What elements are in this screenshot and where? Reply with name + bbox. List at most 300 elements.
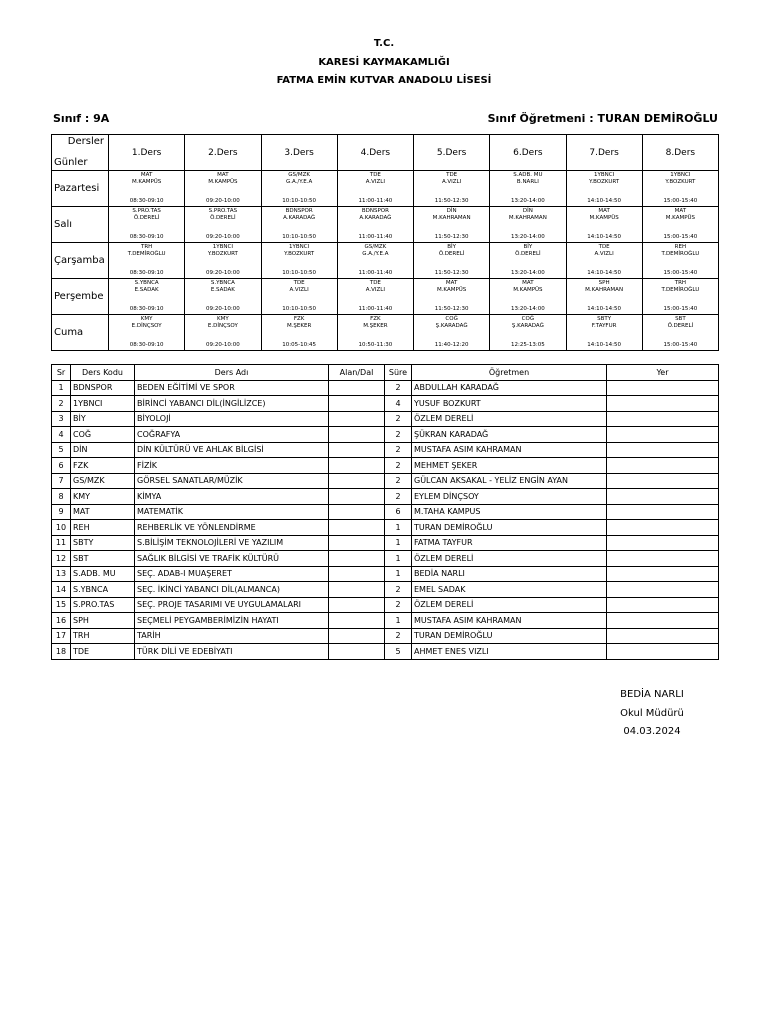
course-sr: 13 <box>52 566 71 582</box>
lesson-time: 09:20-10:00 <box>206 234 240 240</box>
course-code: SPH <box>71 613 135 629</box>
course-sr: 16 <box>52 613 71 629</box>
course-sr: 9 <box>52 504 71 520</box>
course-code: TDE <box>71 644 135 660</box>
class-label: Sınıf : 9A <box>53 112 110 125</box>
course-duration: 2 <box>385 442 412 458</box>
period-header: 2.Ders <box>185 135 261 171</box>
course-duration: 1 <box>385 520 412 536</box>
lesson-slot <box>109 315 185 351</box>
course-sr: 3 <box>52 411 71 427</box>
course-name: BİYOLOJİ <box>135 411 329 427</box>
lesson-teacher: A.VIZLI <box>365 179 385 185</box>
course-duration: 2 <box>385 628 412 644</box>
lesson-teacher: M.KAMPÜS <box>513 287 543 293</box>
lesson-teacher: M.ŞEKER <box>363 323 388 329</box>
lesson-code: TRH <box>140 244 153 250</box>
day-name: Çarşamba <box>52 243 109 279</box>
lesson-time: 11:40-12:20 <box>434 342 469 348</box>
schedule-day-row <box>52 279 719 315</box>
course-duration: 2 <box>385 427 412 443</box>
table-row <box>52 411 719 427</box>
lesson-teacher: T.DEMİROĞLU <box>661 287 700 293</box>
table-row <box>52 458 719 474</box>
course-name: TÜRK DİLİ VE EDEBİYATI <box>135 644 329 660</box>
lesson-slot <box>185 207 261 243</box>
lesson-slot <box>490 207 566 243</box>
course-name: FİZİK <box>135 458 329 474</box>
lesson-time: 08:30-09:10 <box>129 234 164 240</box>
lesson-time: 11:50-12:30 <box>434 198 469 204</box>
lesson-teacher: Ö.DERELİ <box>438 251 465 257</box>
course-field <box>329 380 385 396</box>
lesson-teacher: M.KAHRAMAN <box>508 215 547 221</box>
lesson-slot <box>566 315 642 351</box>
course-name: DİN KÜLTÜRÜ VE AHLAK BİLGİSİ <box>135 442 329 458</box>
schedule-day-row <box>52 243 719 279</box>
course-field <box>329 566 385 582</box>
period-header: 1.Ders <box>109 135 185 171</box>
lesson-slot <box>566 279 642 315</box>
signature-date: 04.03.2024 <box>623 726 681 737</box>
lesson-teacher: F.TAYFUR <box>591 323 617 329</box>
course-duration: 5 <box>385 644 412 660</box>
lesson-time: 10:10-10:50 <box>282 306 316 312</box>
lesson-code: BDNSPOR <box>361 208 389 214</box>
lesson-slot <box>642 171 718 207</box>
period-header: 6.Ders <box>490 135 566 171</box>
lesson-slot <box>109 171 185 207</box>
lesson-code: MAT <box>674 208 687 214</box>
lesson-code: TDE <box>598 244 610 250</box>
course-field <box>329 504 385 520</box>
lesson-slot <box>109 279 185 315</box>
lesson-slot <box>337 171 413 207</box>
course-name: GÖRSEL SANATLAR/MÜZİK <box>135 473 329 489</box>
lesson-code: BİY <box>523 244 533 250</box>
course-field <box>329 613 385 629</box>
course-code: SBT <box>71 551 135 567</box>
lesson-time: 15:00-15:40 <box>663 306 698 312</box>
lesson-code: 1YBNCI <box>594 172 615 178</box>
lesson-teacher: Ö.DERELİ <box>515 251 541 257</box>
course-duration: 6 <box>385 504 412 520</box>
course-field <box>329 489 385 505</box>
course-teacher: YUSUF BOZKURT <box>412 396 607 412</box>
period-header: 4.Ders <box>337 135 413 171</box>
lesson-time: 11:00-11:40 <box>358 270 393 276</box>
lesson-teacher: E.DİNÇSOY <box>207 323 238 329</box>
table-row <box>52 566 719 582</box>
lesson-code: MAT <box>217 172 229 178</box>
lesson-code: MAT <box>522 280 534 286</box>
lesson-time: 15:00-15:40 <box>663 270 698 276</box>
lesson-teacher: A.VIZLI <box>365 287 385 293</box>
course-duration: 2 <box>385 458 412 474</box>
course-code: KMY <box>71 489 135 505</box>
lesson-code: REH <box>674 244 687 250</box>
course-teacher: M.TAHA KAMPUS <box>412 504 607 520</box>
lesson-time: 13:20-14:00 <box>511 270 545 276</box>
course-name: BİRİNCİ YABANCI DİL(İNGİLİZCE) <box>135 396 329 412</box>
lesson-code: DİN <box>522 208 533 214</box>
course-name: TARİH <box>135 628 329 644</box>
lesson-time: 10:50-11:30 <box>358 342 393 348</box>
course-place <box>607 644 719 660</box>
course-field <box>329 597 385 613</box>
course-sr: 14 <box>52 582 71 598</box>
course-teacher: ÖZLEM DERELİ <box>412 411 607 427</box>
table-row <box>52 473 719 489</box>
course-name: S.BİLİŞİM TEKNOLOJİLERİ VE YAZILIM <box>135 535 329 551</box>
course-place <box>607 566 719 582</box>
lesson-slot <box>414 171 490 207</box>
lesson-teacher: G.A./Y.E.A <box>362 251 389 257</box>
lesson-teacher: T.DEMİROĞLU <box>661 251 700 257</box>
weekly-schedule-table <box>51 134 719 351</box>
lesson-code: TDE <box>446 172 458 178</box>
course-field <box>329 473 385 489</box>
lesson-teacher: Y.BOZKURT <box>589 179 620 185</box>
lesson-time: 11:00-11:40 <box>358 198 393 204</box>
table-row <box>52 628 719 644</box>
lesson-teacher: M.KAMPÜS <box>589 215 619 221</box>
lesson-code: TDE <box>369 280 381 286</box>
lesson-time: 09:20-10:00 <box>206 270 240 276</box>
course-place <box>607 535 719 551</box>
lesson-slot <box>337 279 413 315</box>
course-field <box>329 458 385 474</box>
lesson-code: BİY <box>447 244 456 250</box>
course-sr: 6 <box>52 458 71 474</box>
lesson-slot <box>566 243 642 279</box>
lesson-time: 11:00-11:40 <box>358 234 393 240</box>
lesson-slot <box>642 243 718 279</box>
course-place <box>607 473 719 489</box>
course-code: S.PRO.TAS <box>71 597 135 613</box>
course-name: SEÇ. PROJE TASARIMI VE UYGULAMALARI <box>135 597 329 613</box>
lesson-slot <box>566 171 642 207</box>
day-name: Salı <box>52 207 109 243</box>
course-teacher: MUSTAFA ASIM KAHRAMAN <box>412 442 607 458</box>
lesson-teacher: A.VIZLI <box>289 287 309 293</box>
header-line-2: KARESİ KAYMAKAMLIĞI <box>318 57 450 68</box>
course-field <box>329 396 385 412</box>
course-place <box>607 628 719 644</box>
course-teacher: TURAN DEMİROĞLU <box>412 520 607 536</box>
lesson-slot <box>642 279 718 315</box>
lesson-code: GS/MZK <box>364 244 387 250</box>
lesson-code: S.YBNCA <box>210 280 235 286</box>
table-row <box>52 551 719 567</box>
lesson-slot <box>261 243 337 279</box>
course-list-table <box>51 364 719 660</box>
lesson-teacher: G.A./Y.E.A <box>285 179 313 185</box>
course-place <box>607 427 719 443</box>
course-teacher: MEHMET ŞEKER <box>412 458 607 474</box>
lesson-code: MAT <box>598 208 610 214</box>
course-name: REHBERLİK VE YÖNLENDİRME <box>135 520 329 536</box>
lesson-time: 08:30-09:10 <box>129 198 164 204</box>
course-duration: 2 <box>385 597 412 613</box>
course-teacher: GÜLCAN AKSAKAL - YELİZ ENGİN AYAN <box>412 473 607 489</box>
lesson-slot <box>337 243 413 279</box>
course-code: MAT <box>71 504 135 520</box>
lesson-teacher: M.KAMPÜS <box>208 179 238 185</box>
lesson-teacher: M.KAHRAMAN <box>432 215 471 221</box>
corner-label-days: Günler <box>54 157 88 168</box>
course-teacher: ŞÜKRAN KARADAĞ <box>412 427 607 443</box>
course-field <box>329 644 385 660</box>
lesson-slot <box>185 243 261 279</box>
schedule-day-row <box>52 315 719 351</box>
course-code: SBTY <box>71 535 135 551</box>
lesson-code: DİN <box>446 208 457 214</box>
lesson-slot <box>261 279 337 315</box>
course-field <box>329 535 385 551</box>
lesson-slot <box>566 207 642 243</box>
course-code: BDNSPOR <box>71 380 135 396</box>
course-code: COĞ <box>71 427 135 443</box>
course-name: SEÇ. ADAB-I MUAŞERET <box>135 566 329 582</box>
lesson-teacher: Y.BOZKURT <box>207 251 238 257</box>
course-place <box>607 442 719 458</box>
lesson-teacher: T.DEMİROĞLU <box>127 251 166 257</box>
lesson-code: SPH <box>598 280 610 286</box>
lesson-teacher: Ş.KARADAĞ <box>511 323 544 329</box>
course-duration: 2 <box>385 489 412 505</box>
lesson-teacher: Y.BOZKURT <box>665 179 696 185</box>
course-place <box>607 396 719 412</box>
lesson-teacher: M.KAHRAMAN <box>585 287 624 293</box>
table-row <box>52 396 719 412</box>
course-place <box>607 489 719 505</box>
schedule-corner-cell <box>52 135 109 171</box>
course-teacher: EMEL SADAK <box>412 582 607 598</box>
lesson-teacher: M.KAMPÜS <box>436 287 467 293</box>
course-field <box>329 628 385 644</box>
lesson-time: 14:10-14:50 <box>587 306 621 312</box>
lesson-teacher: Ö.DERELİ <box>667 323 694 329</box>
lesson-time: 10:05-10:45 <box>282 342 316 348</box>
lesson-time: 09:20-10:00 <box>206 306 240 312</box>
lesson-teacher: E.DİNÇSOY <box>131 323 162 329</box>
course-place <box>607 520 719 536</box>
lesson-slot <box>490 243 566 279</box>
lesson-time: 11:00-11:40 <box>358 306 393 312</box>
course-header-row <box>52 365 719 381</box>
course-sr: 17 <box>52 628 71 644</box>
lesson-slot <box>642 315 718 351</box>
lesson-teacher: E.SADAK <box>210 287 235 293</box>
course-teacher: AHMET ENES VIZLI <box>412 644 607 660</box>
course-place <box>607 380 719 396</box>
lesson-time: 13:20-14:00 <box>511 306 545 312</box>
course-code: DİN <box>71 442 135 458</box>
lesson-slot <box>109 243 185 279</box>
day-name: Pazartesi <box>52 171 109 207</box>
lesson-code: MAT <box>140 172 153 178</box>
lesson-code: S.ADB. MU <box>513 172 543 178</box>
lesson-code: SBTY <box>597 316 612 322</box>
course-duration: 4 <box>385 396 412 412</box>
course-code: GS/MZK <box>71 473 135 489</box>
table-row <box>52 644 719 660</box>
lesson-time: 10:10-10:50 <box>282 234 316 240</box>
course-code: FZK <box>71 458 135 474</box>
table-row <box>52 535 719 551</box>
course-code: BİY <box>71 411 135 427</box>
lesson-code: KMY <box>140 316 153 322</box>
lesson-slot <box>109 207 185 243</box>
lesson-time: 11:50-12:30 <box>434 306 469 312</box>
course-field <box>329 520 385 536</box>
course-name: COĞRAFYA <box>135 427 329 443</box>
lesson-teacher: B.NARLI <box>516 179 539 185</box>
lesson-code: BDNSPOR <box>285 208 313 214</box>
lesson-teacher: A.KARADAĞ <box>283 215 316 221</box>
lesson-code: TRH <box>674 280 687 286</box>
course-code: 1YBNCI <box>71 396 135 412</box>
lesson-slot <box>414 243 490 279</box>
course-field <box>329 411 385 427</box>
course-place <box>607 458 719 474</box>
lesson-slot <box>642 207 718 243</box>
course-place <box>607 411 719 427</box>
course-name: SAĞLIK BİLGİSİ VE TRAFİK KÜLTÜRÜ <box>135 551 329 567</box>
table-row <box>52 380 719 396</box>
lesson-slot <box>490 171 566 207</box>
lesson-teacher: A.KARADAĞ <box>359 215 392 221</box>
lesson-time: 14:10-14:50 <box>587 270 621 276</box>
table-row <box>52 597 719 613</box>
course-duration: 1 <box>385 613 412 629</box>
course-sr: 12 <box>52 551 71 567</box>
day-name: Cuma <box>52 315 109 351</box>
course-code: S.ADB. MU <box>71 566 135 582</box>
course-place <box>607 597 719 613</box>
lesson-time: 15:00-15:40 <box>663 342 698 348</box>
lesson-time: 11:50-12:30 <box>434 270 469 276</box>
course-sr: 18 <box>52 644 71 660</box>
col-header-field: Alan/Dal <box>329 365 385 381</box>
schedule-body <box>52 171 719 351</box>
lesson-slot <box>337 315 413 351</box>
course-sr: 4 <box>52 427 71 443</box>
course-teacher: BEDİA NARLI <box>412 566 607 582</box>
course-name: SEÇ. İKİNCİ YABANCI DİL(ALMANCA) <box>135 582 329 598</box>
course-duration: 2 <box>385 582 412 598</box>
table-row <box>52 427 719 443</box>
lesson-teacher: M.ŞEKER <box>286 323 312 329</box>
lesson-time: 14:10-14:50 <box>587 234 621 240</box>
col-header-name: Ders Adı <box>135 365 329 381</box>
course-place <box>607 613 719 629</box>
course-place <box>607 551 719 567</box>
course-sr: 7 <box>52 473 71 489</box>
course-field <box>329 582 385 598</box>
course-name: KİMYA <box>135 489 329 505</box>
lesson-time: 12:25-13:05 <box>511 342 545 348</box>
course-duration: 2 <box>385 411 412 427</box>
lesson-code: FZK <box>293 316 305 322</box>
lesson-teacher: Ş.KARADAĞ <box>435 323 468 329</box>
course-teacher: EYLEM DİNÇSOY <box>412 489 607 505</box>
course-duration: 1 <box>385 551 412 567</box>
course-sr: 11 <box>52 535 71 551</box>
col-header-sr: Sr <box>52 365 71 381</box>
course-name: SEÇMELİ PEYGAMBERİMİZİN HAYATI <box>135 613 329 629</box>
lesson-time: 11:50-12:30 <box>434 234 469 240</box>
lesson-code: KMY <box>217 316 229 322</box>
course-duration: 1 <box>385 566 412 582</box>
signature-title: Okul Müdürü <box>620 708 684 719</box>
table-row <box>52 489 719 505</box>
period-header: 7.Ders <box>566 135 642 171</box>
lesson-code: MAT <box>445 280 458 286</box>
course-sr: 5 <box>52 442 71 458</box>
lesson-slot <box>490 315 566 351</box>
lesson-time: 13:20-14:00 <box>511 198 545 204</box>
course-duration: 1 <box>385 535 412 551</box>
class-teacher-label: Sınıf Öğretmeni : TURAN DEMİROĞLU <box>487 112 718 125</box>
course-place <box>607 582 719 598</box>
lesson-time: 15:00-15:40 <box>663 198 698 204</box>
lesson-code: SBT <box>675 316 686 322</box>
course-teacher: ÖZLEM DERELİ <box>412 551 607 567</box>
lesson-time: 08:30-09:10 <box>129 342 164 348</box>
lesson-teacher: M.KAMPÜS <box>665 215 696 221</box>
lesson-time: 08:30-09:10 <box>129 270 164 276</box>
lesson-code: TDE <box>369 172 381 178</box>
course-teacher: ÖZLEM DERELİ <box>412 597 607 613</box>
lesson-code: TDE <box>293 280 305 286</box>
lesson-slot <box>414 279 490 315</box>
lesson-slot <box>261 171 337 207</box>
lesson-teacher: E.SADAK <box>134 287 159 293</box>
schedule-header-row <box>52 135 719 171</box>
lesson-slot <box>490 279 566 315</box>
course-sr: 15 <box>52 597 71 613</box>
period-header: 5.Ders <box>414 135 490 171</box>
lesson-slot <box>414 207 490 243</box>
lesson-teacher: Ö.DERELİ <box>133 215 160 221</box>
lesson-slot <box>185 279 261 315</box>
lesson-code: 1YBNCI <box>289 244 310 250</box>
lesson-code: COĞ <box>521 316 535 322</box>
course-code: S.YBNCA <box>71 582 135 598</box>
course-field <box>329 442 385 458</box>
lesson-time: 08:30-09:10 <box>129 306 164 312</box>
course-sr: 8 <box>52 489 71 505</box>
lesson-slot <box>261 315 337 351</box>
lesson-time: 10:10-10:50 <box>282 198 316 204</box>
table-row <box>52 613 719 629</box>
table-row <box>52 504 719 520</box>
lesson-slot <box>414 315 490 351</box>
schedule-day-row <box>52 171 719 207</box>
lesson-time: 14:10-14:50 <box>587 342 621 348</box>
course-teacher: MUSTAFA ASIM KAHRAMAN <box>412 613 607 629</box>
lesson-code: 1YBNCI <box>212 244 233 250</box>
lesson-teacher: A.VIZLI <box>441 179 462 185</box>
table-row <box>52 442 719 458</box>
lesson-code: S.PRO.TAS <box>132 208 161 214</box>
lesson-slot <box>261 207 337 243</box>
col-header-place: Yer <box>607 365 719 381</box>
course-field <box>329 551 385 567</box>
course-code: REH <box>71 520 135 536</box>
